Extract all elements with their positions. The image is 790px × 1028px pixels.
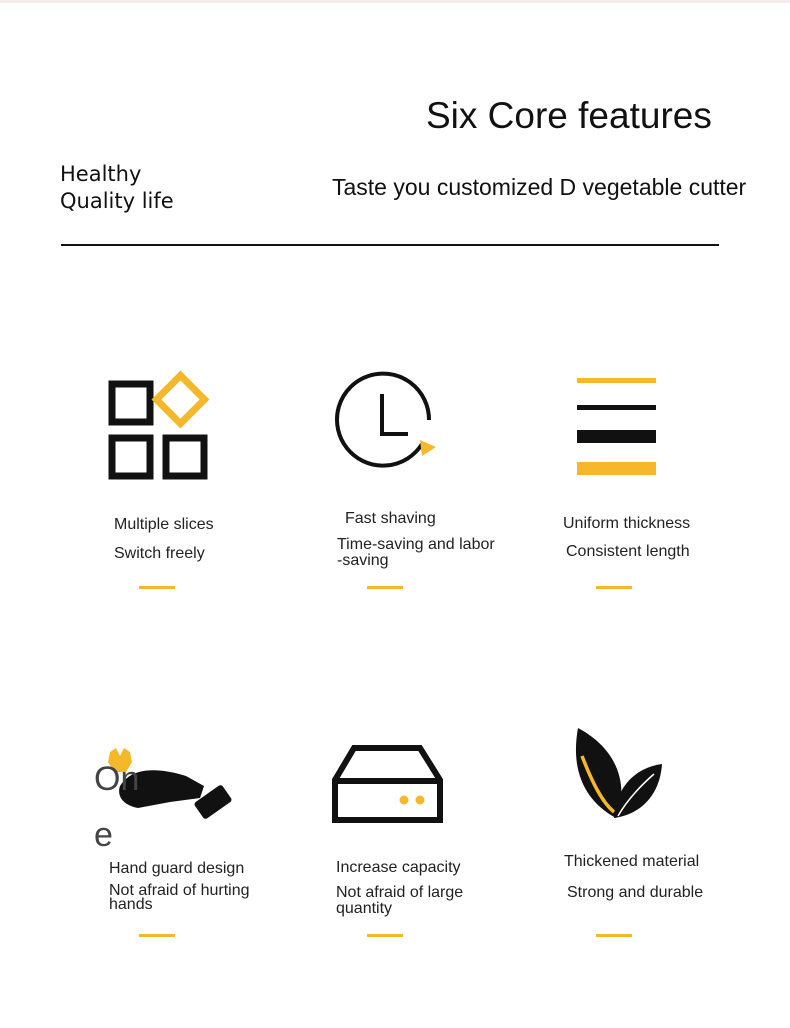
feature-1-title: Multiple slices (114, 516, 214, 533)
feature-2-desc-line2: -saving (337, 552, 389, 569)
feature-4-accent-dash (139, 934, 175, 937)
tagline (60, 161, 174, 215)
stray-text-e: e (94, 816, 113, 854)
top-border-strip (0, 0, 790, 3)
feature-5-title: Increase capacity (336, 859, 461, 876)
page-title: Six Core features (426, 95, 712, 136)
feature-4-title: Hand guard design (109, 860, 245, 877)
feature-1-desc: Switch freely (114, 545, 205, 562)
stray-text-on: On (94, 760, 140, 798)
feature-3-desc: Consistent length (566, 543, 690, 560)
layers-thickness-icon (577, 378, 657, 476)
tagline-line2: Quality life (60, 189, 174, 213)
storage-box-icon (332, 745, 444, 823)
feature-6-desc: Strong and durable (567, 884, 704, 901)
header-divider (61, 244, 719, 246)
clock-icon (336, 380, 440, 478)
leaves-icon (572, 726, 664, 820)
grid-slices-icon (108, 370, 220, 480)
feature-6-title: Thickened material (564, 853, 700, 870)
feature-6-accent-dash (596, 934, 632, 937)
tagline-line1: Healthy (60, 162, 142, 186)
feature-5-desc-line1: Not afraid of large (336, 884, 464, 901)
feature-2-title: Fast shaving (345, 510, 436, 527)
feature-4-desc-line2: hands (109, 896, 153, 913)
feature-2-desc-line1: Time-saving and labor (337, 536, 495, 553)
feature-5-accent-dash (367, 934, 403, 937)
feature-1-accent-dash (139, 586, 175, 589)
feature-3-accent-dash (596, 586, 632, 589)
feature-5-desc-line2: quantity (336, 900, 393, 917)
page-subtitle: Taste you customized D vegetable cutter (332, 174, 747, 200)
feature-3-title: Uniform thickness (563, 515, 691, 532)
feature-4-desc-line1: Not afraid of hurting (109, 882, 250, 899)
feature-2-accent-dash (367, 586, 403, 589)
